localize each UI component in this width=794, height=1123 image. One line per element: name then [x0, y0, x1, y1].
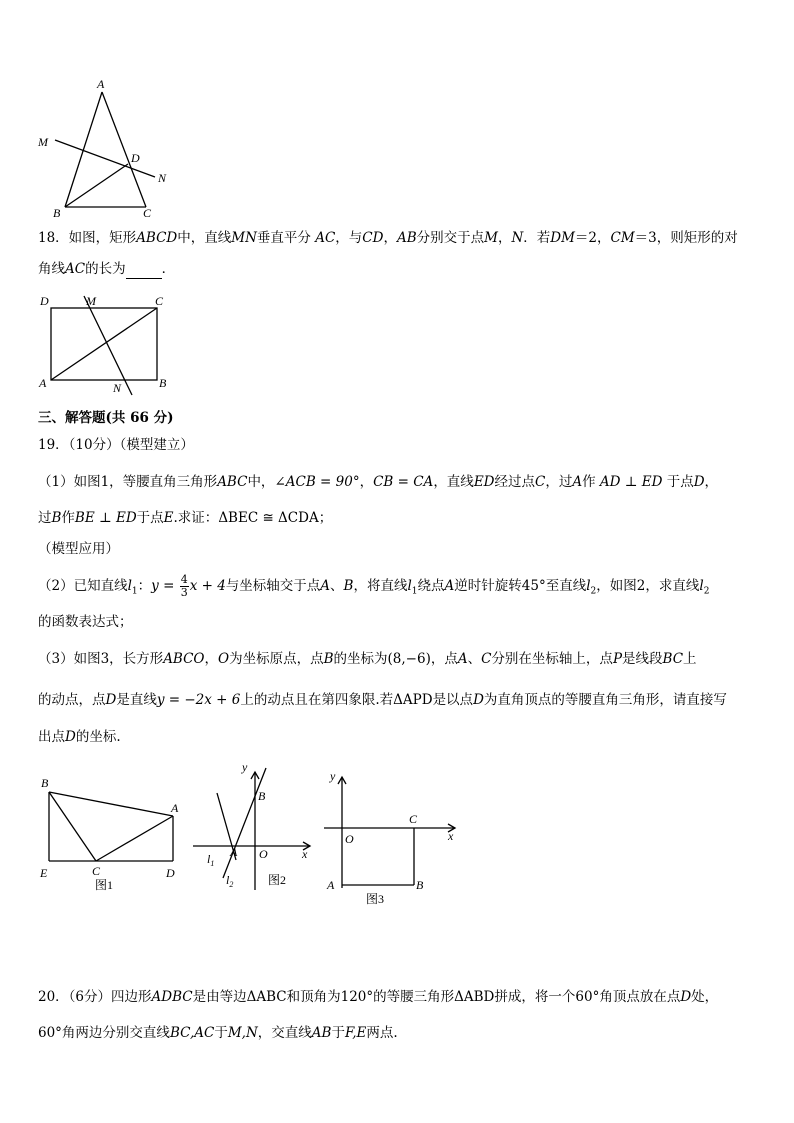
fig1-label-c: C — [92, 864, 101, 878]
label-n: N — [113, 381, 122, 395]
label-m: M — [86, 294, 96, 308]
label-m: M — [38, 135, 48, 149]
q19-part3-line-3: 出点D的坐标. — [38, 729, 121, 745]
fig1-label-d: D — [166, 866, 175, 880]
label-d: D — [131, 151, 140, 165]
q19-part2-line-2: 的函数表达式； — [38, 614, 133, 630]
fig3-caption: 图3 — [366, 892, 385, 906]
figure-1 — [49, 792, 173, 861]
fig3-label-x: x — [448, 829, 454, 843]
label-n: N — [158, 171, 167, 185]
label-c: C — [143, 206, 152, 220]
q20-line-1: 20．（6分）四边形ADBC是由等边ΔABC和顶角为120°的等腰三角形ΔABD拼成，将一个60°角顶点放在点D处， — [38, 989, 719, 1005]
label-d: D — [40, 294, 49, 308]
fig2-caption: 图2 — [268, 873, 287, 887]
line-l2 — [223, 768, 266, 878]
q19-part2-line-1: （2）已知直线$l_1$：y = $\frac{4}{3}$ x + 4与坐标轴交于点A、B，将直线$l_1$绕点A逆时针旋转45°至直线$l_2$，如图2，求直线$l_2$ — [38, 573, 710, 599]
fig2-label-b: B — [258, 789, 266, 803]
fig1-label-a: A — [171, 801, 179, 815]
fig3-label-o: O — [345, 832, 354, 846]
q20-line-2: 60°角两边分别交直线BC,AC于M,N，交直线AB于F,E两点. — [38, 1025, 398, 1041]
q19-model-application: （模型应用） — [38, 541, 119, 557]
q19-part3-line-2: 的动点，点D是直线y = −2x + 6上的动点且在第四象限.若ΔAPD是以点D为直角顶点的等腰直角三角形，请直接写 — [38, 692, 727, 708]
q19-part1-line-1: （1）如图1，等腰直角三角形ABC中，∠ACB = 90°，CB = CA，直线ED经过点C，过A作 AD ⊥ ED 于点D， — [38, 474, 719, 490]
fig1-label-e: E — [40, 866, 48, 880]
label-b: B — [53, 206, 61, 220]
fig3-label-y: y — [330, 769, 336, 783]
q19-part1-line-2: 过B作BE ⊥ ED于点E.求证：ΔBEC ≅ ΔCDA； — [38, 510, 333, 526]
fig2-label-o: O — [259, 847, 268, 861]
segment-bc — [49, 792, 96, 861]
label-a: A — [39, 376, 47, 390]
q19-header: 19．（10分）（模型建立） — [38, 437, 194, 453]
fig2-label-a: A — [230, 845, 238, 859]
fraction-4-3: $\frac{4}{3}$ — [180, 573, 188, 599]
q19-part3-line-1: （3）如图3，长方形ABCO，O为坐标原点，点B的坐标为(8,−6)，点A、C分别在坐标轴上，点P是线段BC上 — [38, 651, 697, 667]
fig2-label-y: y — [242, 760, 248, 774]
fig2-label-l1: $l_1$ — [207, 852, 215, 868]
fig1-label-b: B — [41, 776, 49, 790]
label-c: C — [155, 294, 164, 308]
fig3-label-b: B — [416, 878, 424, 892]
fig2-label-l2: $l_2$ — [226, 873, 234, 889]
figure-2 — [193, 768, 310, 890]
fig3-label-a: A — [327, 878, 335, 892]
section-heading: 三、解答题(共 66 分) — [38, 410, 174, 426]
figure-3 — [324, 777, 455, 888]
q18-line-1: 18．如图，矩形ABCD中，直线MN垂直平分 AC，与CD，AB分别交于点M，N．若DM＝2，CM＝3，则矩形的对 — [38, 230, 738, 246]
segment-ca — [96, 816, 173, 861]
q18-line-2: 角线AC的长为 ． — [38, 261, 176, 277]
fig3-label-c: C — [409, 812, 418, 826]
label-a: A — [97, 77, 105, 91]
fig2-label-x: x — [302, 847, 308, 861]
label-b: B — [159, 376, 167, 390]
fig1-caption: 图1 — [95, 878, 114, 892]
segment-ba — [49, 792, 173, 816]
